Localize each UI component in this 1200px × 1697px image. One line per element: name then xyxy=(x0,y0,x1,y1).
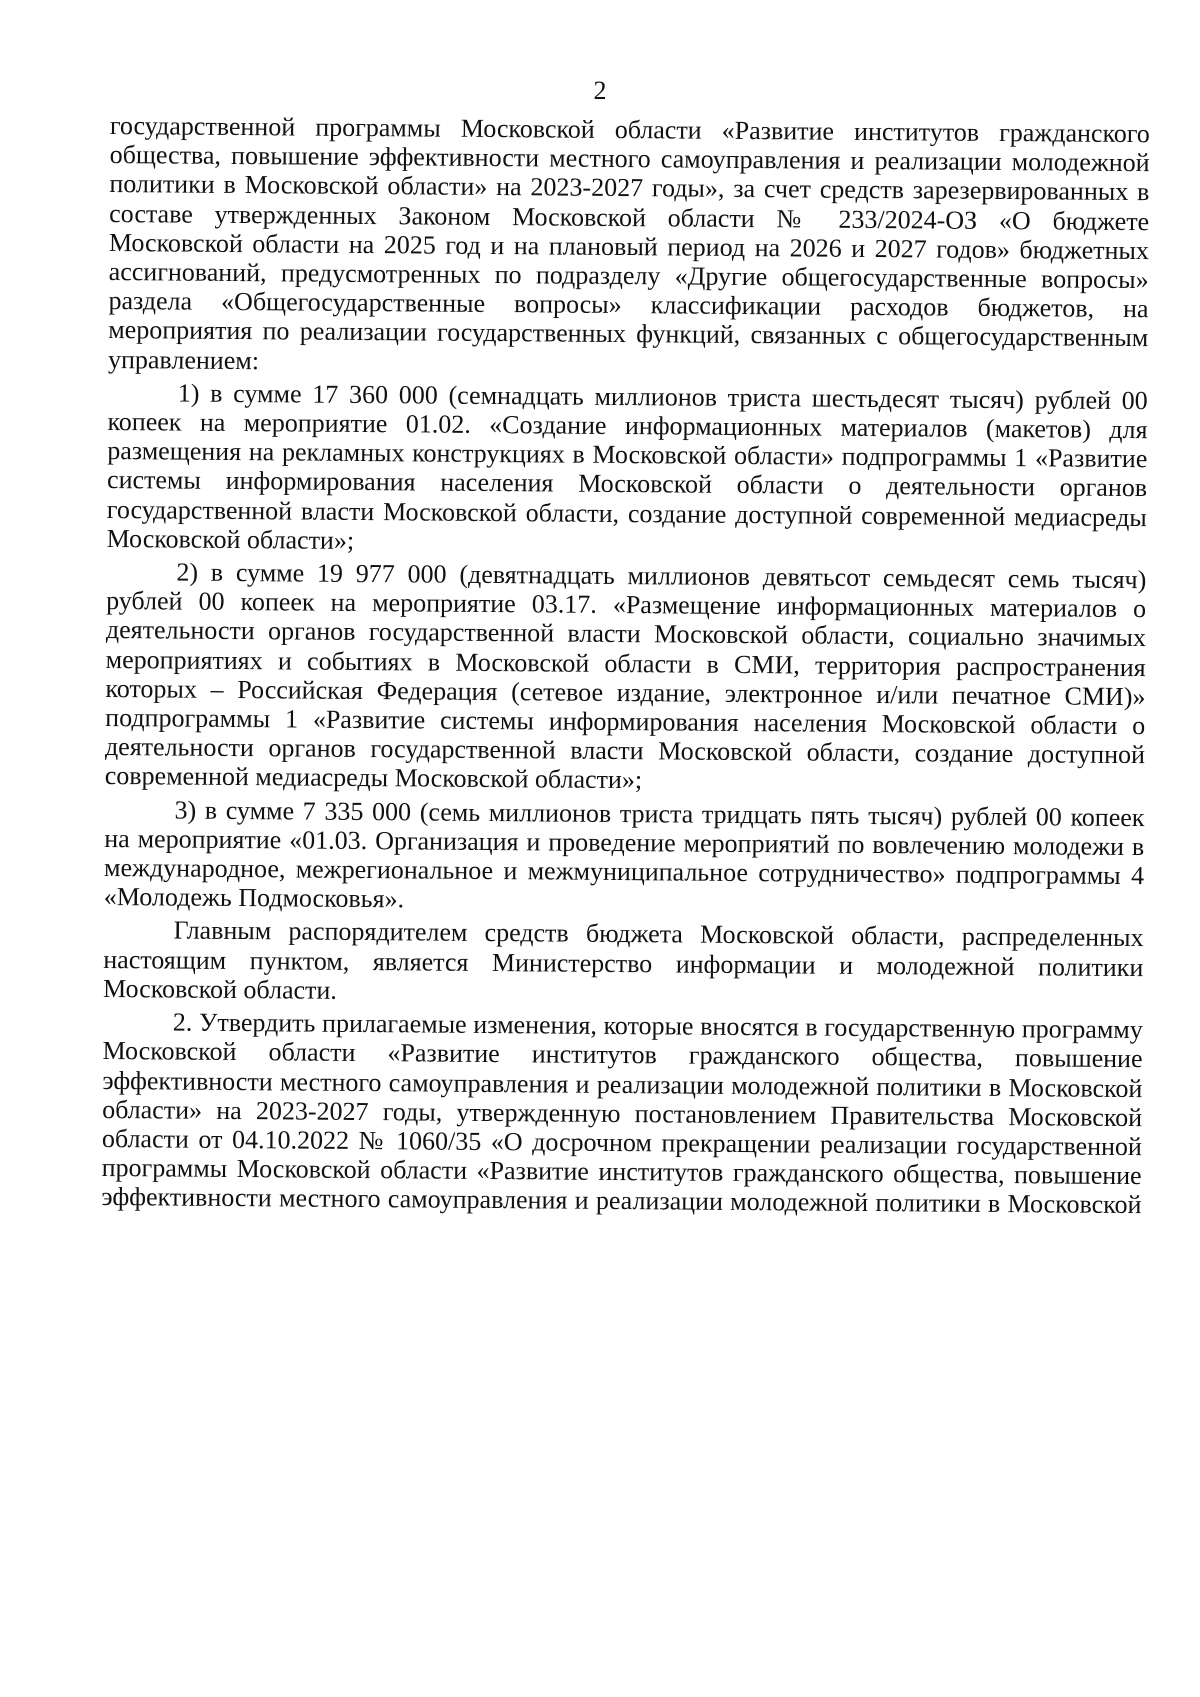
paragraph-item-1: 1) в сумме 17 360 000 (семнадцать миллионов триста шестьдесят тысяч) рублей 00 копеек на мероприятие 01.02. «Создание информационных материалов (макетов) для размещения на рекламных конструкциях в Московской области» подпрограммы 1 «Развитие системы информирования населения Московской области о деятельности органов государственной власти Московской области, создание доступной современной медиасреды Московской области»; xyxy=(106,378,1148,555)
paragraph-intro: государственной программы Московской области «Развитие институтов гражданского общества, повышение эффективности местного самоуправления и реализации молодежной политики в Московской области» на 2023-2027 годы», за счет средств зарезервированных в составе утвержденных Законом Московской области № 233/2024-ОЗ «О бюджете Московской области на 2025 год и на плановый период на 2026 и 2027 годов» бюджетных ассигнований, предусмотренных по подразделу «Другие общегосударственные вопросы» раздела «Общегосударственные вопросы» классификации расходов бюджетов, на мероприятия по реализации государственных функций, связанных с общегосударственным управлением: xyxy=(107,111,1150,375)
paragraph-clause-2: 2. Утвердить прилагаемые изменения, которые вносятся в государственную программу Московской области «Развитие институтов гражданского общества, повышение эффективности местного самоуправления и реализации молодежной политики в Московской области» на 2023-2027 годы, утвержденную постановлением Правительства Московской области от 04.10.2022 № 1060/35 «О досрочном прекращении реализации государственной программы Московской области «Развитие институтов гражданского общества, повышение эффективности местного самоуправления и реализации молодежной политики в Московской xyxy=(101,1007,1143,1220)
paragraph-item-3: 3) в сумме 7 335 000 (семь миллионов триста тридцать пять тысяч) рублей 00 копеек на мероприятие «01.03. Организация и проведение мероприятий по вовлечению молодежи в международное, межрегиональное и межмуниципальное сотрудничество» подпрограммы 4 «Молодежь Подмосковья». xyxy=(103,795,1145,914)
paragraph-item-2: 2) в сумме 19 977 000 (девятнадцать миллионов девятьсот семьдесят семь тысяч) рублей 00 копеек на мероприятие 03.17. «Размещение информационных материалов о деятельности органов государственной власти Московской области, социально значимых мероприятиях и событиях в Московской области в СМИ, территория распространения которых – Российская Федерация (сетевое издание, электронное и/или печатное СМИ)» подпрограммы 1 «Развитие системы информирования населения Московской области о деятельности органов государственной власти Московской области, создание доступной современной медиасреды Московской области»; xyxy=(104,557,1147,795)
document-body xyxy=(101,111,1150,1224)
page-number: 2 xyxy=(593,76,607,105)
paragraph-chief-administrator: Главным распорядителем средств бюджета Московской области, распределенных настоящим пунктом, является Министерство информации и молодежной политики Московской области. xyxy=(102,916,1144,1005)
